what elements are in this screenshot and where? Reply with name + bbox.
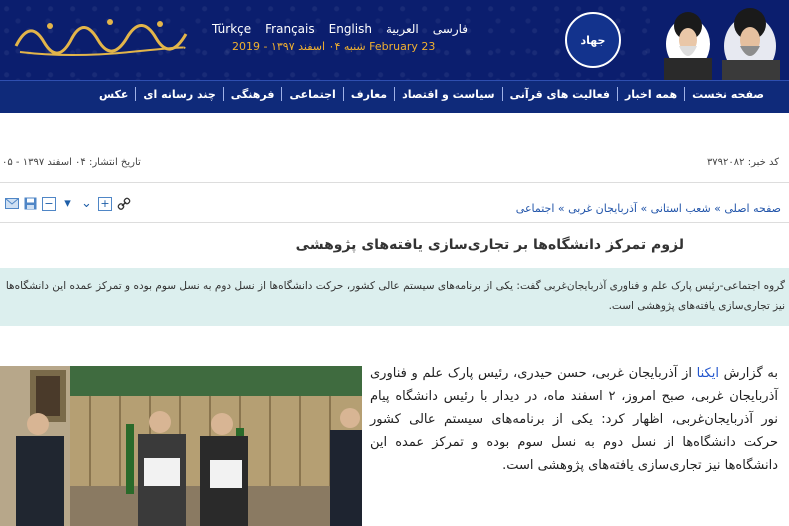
nav-cultural[interactable]: فرهنگی xyxy=(230,87,275,101)
nav-quranic-activities[interactable]: فعالیت های قرآنی xyxy=(509,87,610,101)
font-increase-icon[interactable]: + xyxy=(98,197,112,211)
nav-divider xyxy=(281,87,282,101)
nav-divider xyxy=(617,87,618,101)
jahad-logo[interactable] xyxy=(565,12,621,68)
divider xyxy=(0,222,789,223)
lang-arabic-link[interactable]: العربیة xyxy=(385,22,419,36)
font-decrease-icon[interactable]: ▾ xyxy=(64,196,71,211)
nav-teachings[interactable]: معارف xyxy=(350,87,388,101)
nav-multimedia[interactable]: چند رسانه ای xyxy=(143,87,216,101)
nav-all-news[interactable]: همه اخبار xyxy=(624,87,678,101)
article-body xyxy=(370,362,778,477)
body-text: از آذربایجان غربی، حسن حیدری، رئیس پارک علم و فناوری آذربایجان غربی، صبح امروز، ۲ اسفند ماه، در دیدار با رئیس دانشگاه پیام نور آذربایجان‌غربی، اظهار کرد: یکی از برنامه‌های سیستم عالی کشور حرکت دانشگاه‌ها از نسل دوم به نسل سوم بوده و تمرکز عمده این دانشگاه‌ها نیز تجاری‌سازی یافته‌های پژوهشی است. xyxy=(370,366,778,473)
article-lead: گروه اجتماعی-رئیس پارک علم و فناوری آذربایجان‌غربی گفت: یکی از برنامه‌های سیستم عالی کشور، حرکت دانشگاه‌ها از نسل دوم به نسل سوم بوده و تمرکز عمده این دانشگاه‌ها نیز تجاری‌سازی یافته‌های پژوهشی است. xyxy=(5,280,785,312)
nav-politics-economy[interactable]: سیاست و اقتصاد xyxy=(402,87,495,101)
bismillah-calligraphy-logo xyxy=(10,8,190,60)
publish-date: تاریخ انتشار: ۰۴ اسفند ۱۳۹۷ - ۰۵ xyxy=(2,157,141,168)
divider xyxy=(0,182,789,183)
nav-divider xyxy=(343,87,344,101)
nav-home[interactable]: صفحه نخست xyxy=(692,87,764,101)
agency-link[interactable]: ایکنا xyxy=(696,366,719,381)
article-lead-box xyxy=(0,268,789,326)
nav-divider xyxy=(502,87,503,101)
article-title: لزوم تمرکز دانشگاه‌ها بر تجاری‌سازی یافته‌های پژوهشی xyxy=(295,237,684,253)
header-date: شنبه ۰۴ اسفند ۱۳۹۷ - 2019 February 23 xyxy=(232,40,436,53)
article-toolbar xyxy=(4,196,131,211)
main-nav-bar xyxy=(0,80,789,113)
breadcrumb[interactable]: صفحه اصلی » شعب استانی » آذربایجان غربی » اجتماعی xyxy=(515,202,781,215)
body-prefix: به گزارش xyxy=(723,366,778,381)
nav-divider xyxy=(394,87,395,101)
lang-english-link[interactable]: English xyxy=(328,22,372,36)
language-switcher xyxy=(212,22,502,38)
nav-divider xyxy=(684,87,685,101)
lang-turkish-link[interactable]: Türkçe xyxy=(212,22,252,36)
article-photo[interactable] xyxy=(0,366,362,526)
nav-photo[interactable]: عکس xyxy=(98,87,129,101)
main-nav xyxy=(92,87,771,101)
site-header xyxy=(0,0,789,80)
email-icon[interactable] xyxy=(4,196,19,211)
lang-french-link[interactable]: Français xyxy=(265,22,315,36)
minus-icon[interactable]: − xyxy=(42,197,56,211)
nav-social[interactable]: اجتماعی xyxy=(289,87,336,101)
lang-persian-link[interactable]: فارسی xyxy=(432,22,469,36)
leaders-portrait-image xyxy=(650,0,789,80)
news-code: کد خبر: ۳۷۹۲۰۸۲ xyxy=(706,157,779,168)
logo-text: جهاد xyxy=(580,33,606,47)
link-icon[interactable] xyxy=(116,196,131,211)
save-icon[interactable] xyxy=(23,196,38,211)
nav-divider xyxy=(223,87,224,101)
nav-divider xyxy=(135,87,136,101)
arrow-icon[interactable]: ⌄ xyxy=(81,196,92,211)
